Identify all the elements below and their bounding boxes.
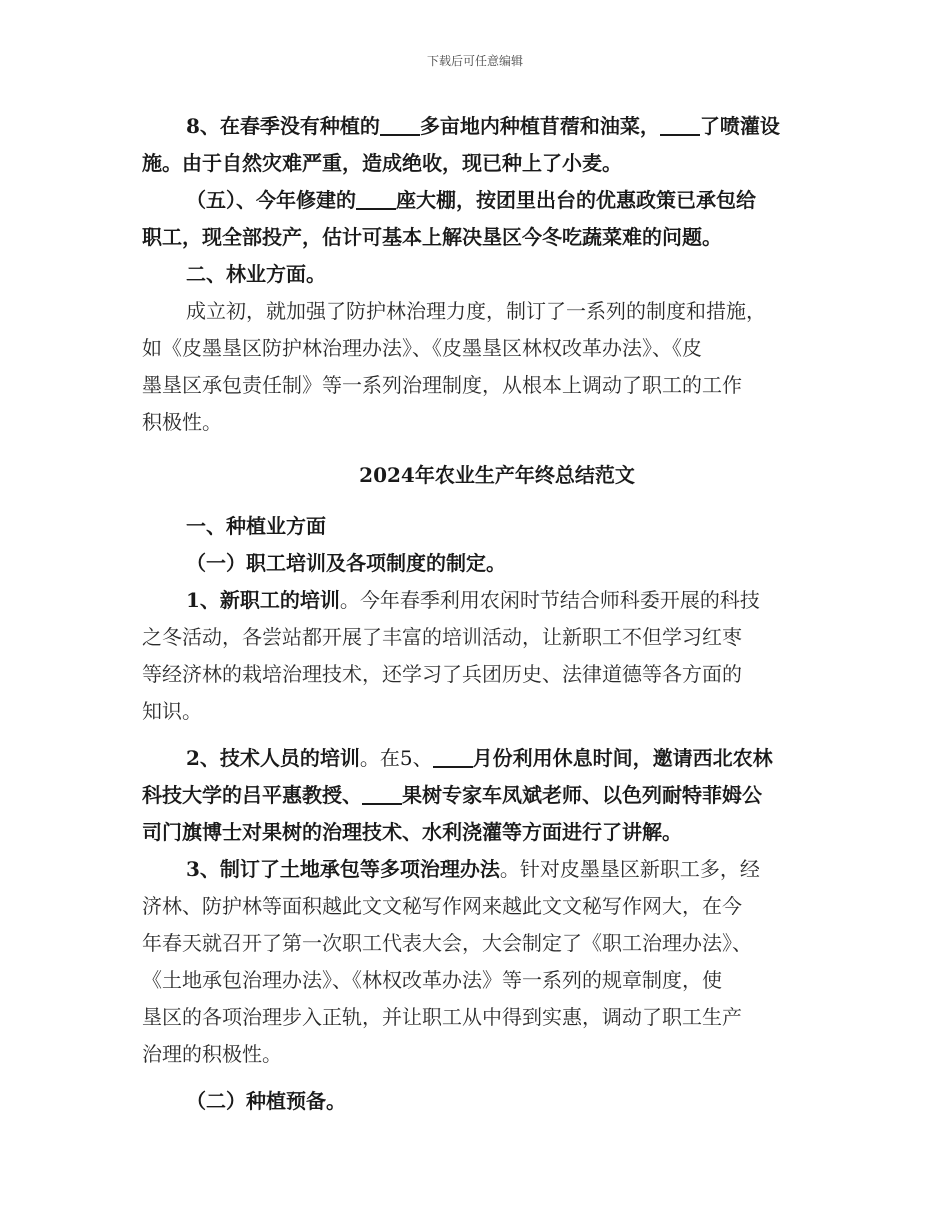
item1-line-4: 知识。: [142, 699, 202, 723]
fill-blank: [433, 744, 473, 768]
document-title: 2024年农业生产年终总结范文: [359, 463, 635, 487]
p8-line-1: [142, 108, 810, 145]
fill-blank: [356, 186, 396, 210]
item3-line-4: 《土地承包治理办法》、《林权改革办法》等一系列的规章制度，使: [142, 968, 722, 992]
item3-line-6: 治理的积极性。: [142, 1042, 282, 1066]
item3-lead: 3、制订了土地承包等多项治理办法: [186, 857, 500, 881]
item2-text-l2b: 果树专家车凤斌老师、以色列耐特菲姆公: [402, 783, 762, 807]
item2-line-1: [142, 740, 810, 777]
p8-text-a: 8、在春季没有种植的: [186, 114, 380, 138]
document-body: [142, 108, 810, 1120]
section-heading-planting: 一、种植业方面: [186, 514, 326, 538]
item2-text-mid: 。在5、: [359, 746, 433, 770]
item3-line-5: 垦区的各项治理步入正轨，并让职工从中得到实惠，调动了职工生产: [142, 1005, 742, 1029]
fill-blank: [660, 112, 700, 136]
forest-line-1: 成立初，就加强了防护林治理力度，制订了一系列的制度和措施，: [186, 299, 766, 323]
p5-text-a: （五）、今年修建的: [186, 188, 356, 212]
forest-line-3: 墨垦区承包责任制》等一系列治理制度，从根本上调动了职工的工作: [142, 373, 742, 397]
section-heading-forestry: 二、林业方面。: [186, 262, 326, 286]
item2-lead: 2、技术人员的培训: [186, 746, 360, 770]
page-header-note: 下载后可任意编辑: [426, 54, 523, 68]
p5-line-1: [142, 182, 810, 219]
p5-line-2: 职工，现全部投产，估计可基本上解决垦区今冬吃蔬菜难的问题。: [142, 225, 722, 249]
item2-line-2: [142, 777, 810, 814]
item3-line-1: [142, 851, 810, 888]
item1-lead: 1、新职工的培训: [186, 588, 340, 612]
item3-line-3: 年春天就召开了第一次职工代表大会，大会制定了《职工治理办法》、: [142, 931, 752, 955]
p8-line-2: 施。由于自然灾难严重，造成绝收，现已种上了小麦。: [142, 151, 622, 175]
item2-line-3: 司门旗博士对果树的治理技术、水利浇灌等方面进行了讲解。: [142, 820, 682, 844]
item1-line-2: 之冬活动，各尝站都开展了丰富的培训活动，让新职工不但学习红枣: [142, 625, 742, 649]
subsection-heading-training: （一）职工培训及各项制度的制定。: [186, 551, 506, 575]
item2-text-end: 月份利用休息时间，邀请西北农林: [472, 746, 773, 770]
p8-text-c: 了喷灌设: [699, 114, 780, 138]
forest-line-4: 积极性。: [142, 410, 222, 434]
item1-text: 。今年春季利用农闲时节结合师科委开展的科技: [339, 588, 760, 612]
p8-text-b: 多亩地内种植苜蓿和油菜，: [419, 114, 660, 138]
item3-line-2: 济林、防护林等面积越此文文秘写作网来越此文文秘写作网大，在今: [142, 894, 742, 918]
p5-text-b: 座大棚，按团里出台的优惠政策已承包给: [396, 188, 756, 212]
forest-line-2: 如《皮墨垦区防护林治理办法》、《皮墨垦区林权改革办法》、《皮: [142, 336, 702, 360]
fill-blank: [380, 112, 420, 136]
item1-line-3: 等经济林的栽培治理技术，还学习了兵团历史、法律道德等各方面的: [142, 662, 742, 686]
item3-text: 。针对皮墨垦区新职工多，经: [499, 857, 760, 881]
item2-text-l2a: 科技大学的吕平惠教授、: [142, 783, 362, 807]
subsection-heading-planting-prep: （二）种植预备。: [186, 1089, 346, 1113]
fill-blank: [362, 781, 402, 805]
item1-line-1: [142, 582, 810, 619]
